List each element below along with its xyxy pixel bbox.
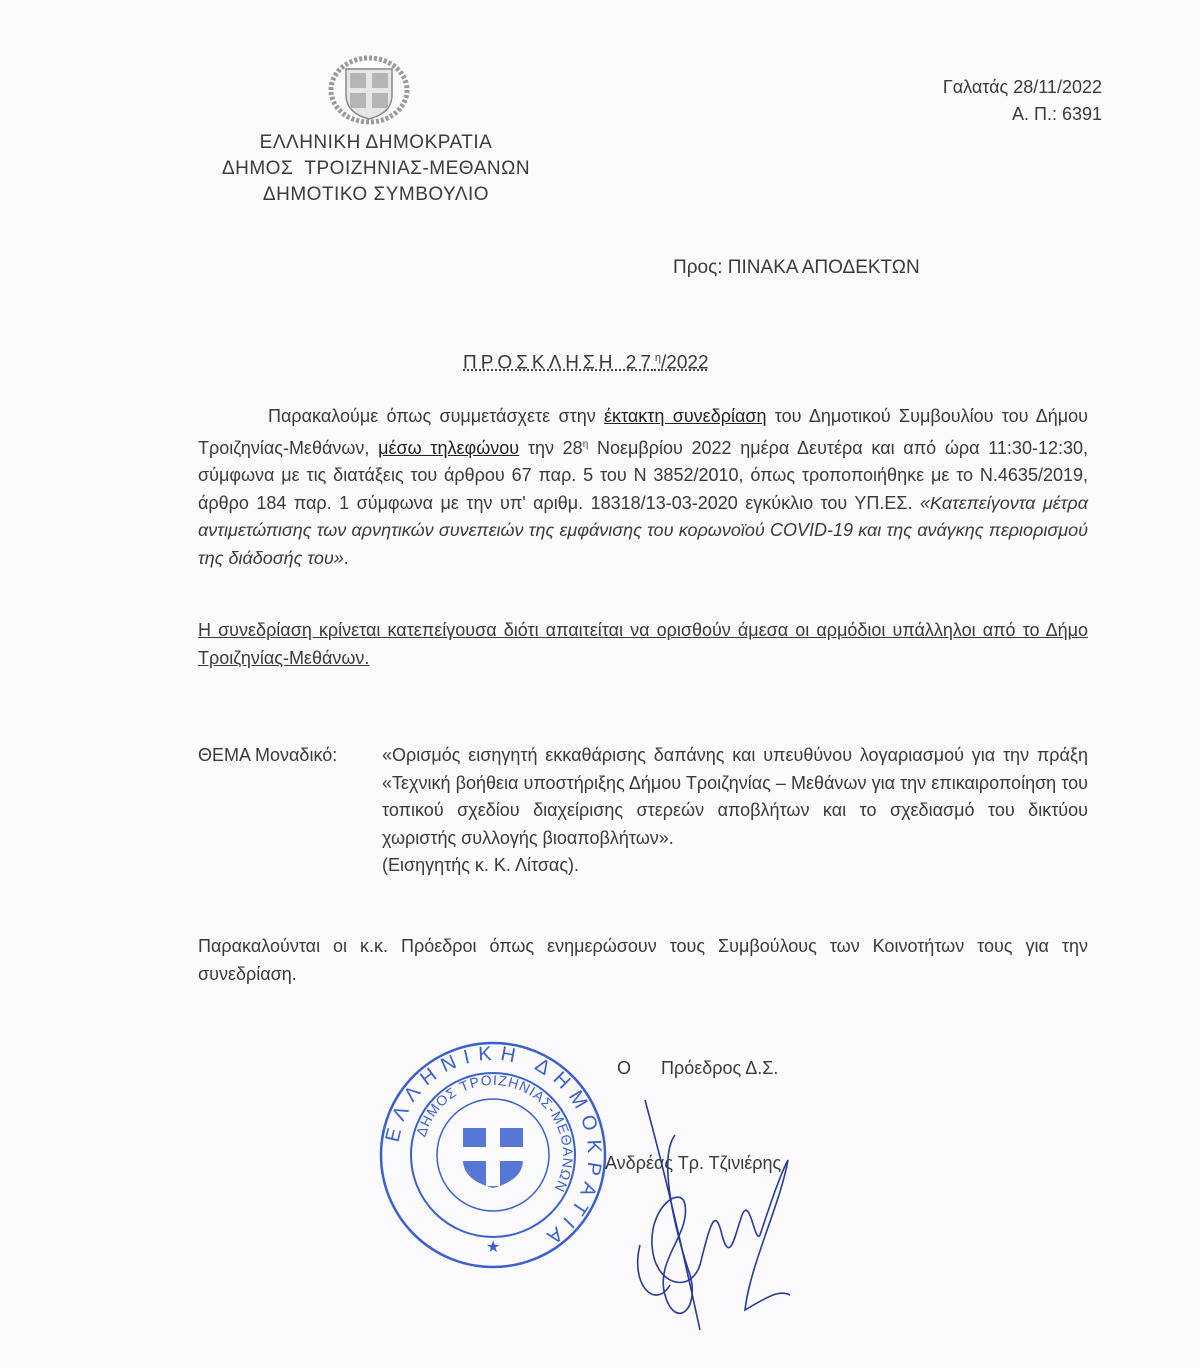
stamp-outer-text: ΕΛΛΗΝΙΚΗ ΔΗΜΟΚΡΑΤΙΑ (381, 1042, 606, 1253)
urgency-text: Η συνεδρίαση κρίνεται κατεπείγουσα διότι απαιτείται να ορισθούν άμεσα οι αρμόδιοι υπάλληλοι από το Δήμο Τροιζηνίας-Μεθάνων. (198, 620, 1088, 668)
p1-text: την 28 (519, 437, 583, 458)
signatory-title: Πρόεδρος Δ.Σ. (661, 1058, 779, 1078)
p1-text: του Δημοτικού Συμβουλίου του Δήμου Τροιζηνίας-Μεθάνων, (198, 406, 1089, 458)
official-stamp (378, 1040, 608, 1270)
subject-label: ΘΕΜΑ Μοναδικό: (198, 745, 338, 765)
recipient: Προς: ΠΙΝΑΚΑ ΑΠΟΔΕΚΤΩΝ (673, 257, 920, 278)
place-date: Γαλατάς 28/11/2022 (942, 77, 1102, 97)
via-telephone: μέσω τηλεφώνου (378, 437, 520, 458)
document-title (463, 352, 709, 374)
greek-coat-of-arms-icon (326, 55, 412, 125)
p1-text: Παρακαλούμε όπως συμμετάσχετε στην (268, 406, 605, 426)
invitation-paragraph (198, 403, 1088, 572)
circular-title: «Κατεπείγοντα μέτρα αντιμετώπισης των αρνητικών συνεπειών της εμφάνισης του κορωνοϊού COVID-19 και της ανάγκης περιορισμού της διάδοσής του» (198, 492, 1088, 568)
title-year: /2022 (661, 352, 709, 374)
p1-text: . (343, 547, 349, 568)
stamp-inner-text: ΔΗΜΟΣ ΤΡΟΙΖΗΝΙΑΣ-ΜΕΘΑΝΩΝ (412, 1071, 577, 1196)
urgency-paragraph (198, 617, 1088, 672)
header-line-municipality: ΔΗΜΟΣ ΤΡΟΙΖΗΝΙΑΣ-ΜΕΘΑΝΩΝ (221, 158, 531, 179)
p1-text: Νοεμβρίου 2022 ημέρα Δευτέρα και από ώρα 11:30-12:30, σύμφωνα με τις διατάξεις του άρθρου 67 παρ. 5 του Ν 3852/2010, όπως τροποποιήθηκε με το Ν.4635/2019, άρθρο 184 παρ. 1 σύμφωνα με την υπ' αριθμ. 18318/13-03-2020 εγκύκλιο του ΥΠ.ΕΣ. (198, 437, 1088, 513)
subject-body (382, 742, 1088, 880)
title-main: ΠΡΟΣΚΛΗΣΗ 27 (463, 352, 655, 374)
p1-sup: η (582, 438, 589, 450)
subject-text: «Ορισμός εισηγητή εκκαθάρισης δαπάνης και υπευθύνου λογαριασμού για την πράξη «Τεχνική βοήθεια υποστήριξης Δήμου Τροιζηνίας – Μεθάνων για την επικαιροποίηση του τοπικού σχεδίου διαχείρισης στερεών αποβλήτων και το σχεδιασμό του δικτύου χωριστής συλλογής βιοαποβλήτων». (382, 745, 1088, 848)
subject-block (198, 742, 1088, 880)
header-line-council: ΔΗΜΟΤΙΚΟ ΣΥΜΒΟΥΛΙΟ (262, 184, 490, 205)
signatory-name: Ανδρέας Τρ. Τζινιέρης (605, 1153, 782, 1173)
subject-rapporteur: (Εισηγητής κ. Κ. Λίτσας). (382, 855, 580, 875)
closing-paragraph: Παρακαλούνται οι κ.κ. Πρόεδροι όπως ενημερώσουν τους Συμβούλους των Κοινοτήτων τους για την συνεδρίαση. (198, 936, 1088, 984)
issuer-header (196, 130, 556, 208)
extraordinary-session: έκτακτη συνεδρίαση (604, 406, 767, 426)
title-sup: η (654, 352, 662, 364)
protocol-number: Α. Π.: 6391 (1011, 104, 1102, 124)
star-icon: ★ (486, 1239, 501, 1256)
header-line-republic: ΕΛΛΗΝΙΚΗ ΔΗΜΟΚΡΑΤΙΑ (259, 132, 493, 153)
date-block (943, 74, 1102, 128)
signatory-article: Ο (617, 1058, 632, 1078)
handwritten-signature (630, 1095, 800, 1335)
signatory-role (617, 1058, 778, 1079)
